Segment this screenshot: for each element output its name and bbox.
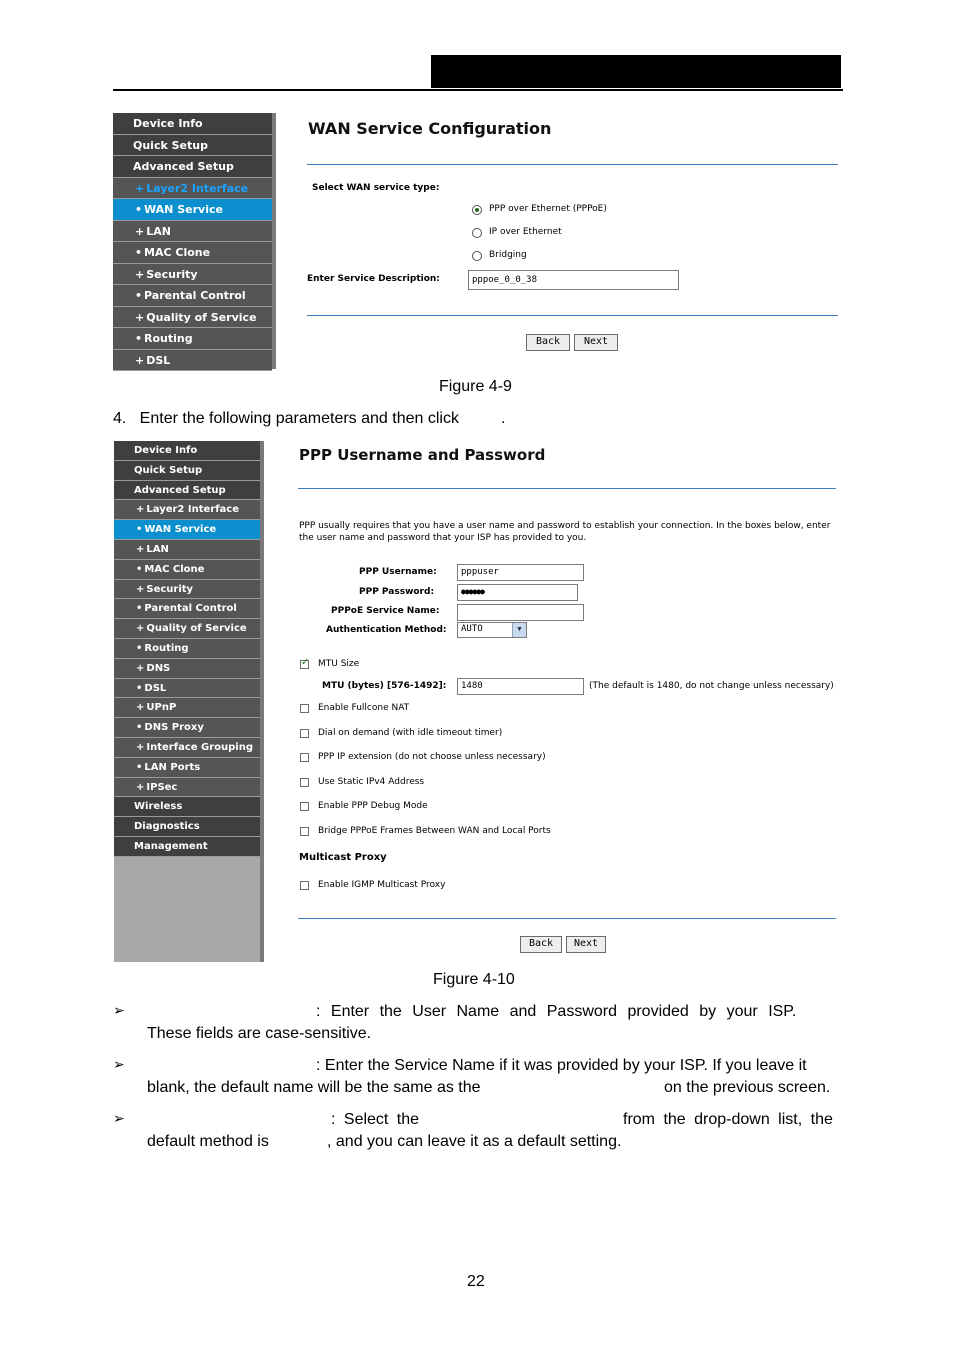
bullet-icon: + xyxy=(136,544,145,555)
intro-text: PPP usually requires that you have a user name and password to establish your connection. In the boxes below, enter xyxy=(299,521,831,531)
radio-ipoe[interactable] xyxy=(472,228,482,238)
chevron-down-icon: ▼ xyxy=(512,623,526,637)
sidebar-item-wan-service[interactable] xyxy=(114,520,260,540)
mtu-note: (The default is 1480, do not change unless necessary) xyxy=(589,681,834,691)
sidebar-item-label: MAC Clone xyxy=(144,563,205,575)
sidebar-item-label: LAN Ports xyxy=(144,761,201,773)
sidebar-item-interface-grouping[interactable] xyxy=(114,738,260,758)
bullet-icon: • xyxy=(135,332,143,345)
sidebar-item-lan[interactable] xyxy=(114,540,260,560)
bullet-text: , and you can leave it as a default setting. xyxy=(327,1133,622,1150)
service-description-label: Enter Service Description: xyxy=(307,274,440,284)
multicast-proxy-title: Multicast Proxy xyxy=(299,852,387,863)
bullet-icon: + xyxy=(136,504,145,516)
sidebar-item-dsl[interactable] xyxy=(114,679,260,699)
bullet-icon: + xyxy=(135,267,145,281)
bullet-icon: + xyxy=(135,181,145,195)
bullet-icon: + xyxy=(136,583,145,595)
option-label: IP over Ethernet xyxy=(489,227,562,237)
divider xyxy=(307,315,838,316)
sidebar-item-label: Quick Setup xyxy=(134,464,203,476)
sidebar-item-parental-control[interactable] xyxy=(114,599,260,619)
bullet-icon: + xyxy=(136,623,145,635)
bullet-icon: • xyxy=(136,603,143,615)
sidebar-item-label: Parental Control xyxy=(144,603,237,615)
bullet-icon: • xyxy=(136,722,143,734)
sidebar-item-label: Security xyxy=(146,583,194,595)
sidebar-divider xyxy=(260,441,264,962)
bullet-icon: + xyxy=(135,224,145,238)
sidebar-item-routing[interactable] xyxy=(113,328,272,350)
next-button[interactable]: Next xyxy=(566,936,606,953)
option-checkbox-label: Bridge PPPoE Frames Between WAN and Local Ports xyxy=(318,826,551,836)
divider xyxy=(307,164,838,165)
option-checkbox[interactable] xyxy=(300,753,309,762)
intro-text: the user name and password that your ISP has provided to you. xyxy=(299,533,587,543)
option-checkbox-label: PPP IP extension (do not choose unless necessary) xyxy=(318,752,546,763)
option-checkbox[interactable] xyxy=(300,778,309,787)
sidebar-item-label: UPnP xyxy=(146,702,177,714)
page-title: WAN Service Configuration xyxy=(308,119,552,138)
step-4-lead: 4. Enter the following parameters and then click xyxy=(113,410,459,427)
sidebar-item-label: WAN Service xyxy=(144,524,217,536)
sidebar xyxy=(113,113,272,369)
authentication-method-select[interactable] xyxy=(457,622,527,638)
sidebar-item-dns-proxy[interactable] xyxy=(114,718,260,738)
back-button[interactable]: Back xyxy=(526,334,570,351)
bullet-icon: + xyxy=(136,742,145,753)
bullet-icon: + xyxy=(136,662,145,674)
bullet-icon: • xyxy=(136,524,143,536)
sidebar-item-wireless[interactable] xyxy=(114,797,260,817)
sidebar-item-label: Interface Grouping xyxy=(146,742,254,753)
bullet-text: : Select the xyxy=(331,1111,420,1128)
sidebar-item-security[interactable] xyxy=(114,580,260,600)
bullet-icon: + xyxy=(135,310,145,324)
bullet-icon: + xyxy=(136,781,145,793)
sidebar-item-label: DNS Proxy xyxy=(144,722,204,734)
option-checkbox-label: Enable Fullcone NAT xyxy=(318,703,410,713)
igmp-proxy-label: Enable IGMP Multicast Proxy xyxy=(318,880,446,890)
bullet-text: on the previous screen. xyxy=(664,1079,831,1096)
radio-pppoe[interactable] xyxy=(472,205,482,215)
sidebar-item-label: Quality of Service xyxy=(146,310,257,324)
header-bar xyxy=(431,55,841,88)
bullet-text: blank, the default name will be the same as the xyxy=(147,1079,481,1096)
sidebar-item-label: Management xyxy=(134,841,208,852)
option-checkbox-label: Enable PPP Debug Mode xyxy=(318,801,428,812)
page-title: PPP Username and Password xyxy=(299,446,546,464)
bullet-icon: • xyxy=(136,761,143,773)
sidebar-item-quick-setup[interactable] xyxy=(113,135,272,157)
bullet-text: default method is xyxy=(147,1133,269,1150)
radio-bridging[interactable] xyxy=(472,251,482,261)
option-checkbox[interactable] xyxy=(300,704,309,713)
option-checkbox[interactable] xyxy=(300,827,309,836)
sidebar-item-label: Device Info xyxy=(133,117,203,130)
sidebar-item-label: Layer2 Interface xyxy=(146,504,240,516)
header-rule xyxy=(113,89,843,91)
sidebar-item-layer2-interface[interactable] xyxy=(114,500,260,520)
divider xyxy=(298,488,836,489)
sidebar-item-security[interactable] xyxy=(113,264,272,286)
ppp-password-label: PPP Password: xyxy=(359,587,435,597)
sidebar-item-ipsec[interactable] xyxy=(114,778,260,798)
sidebar-item-label: IPSec xyxy=(146,781,178,793)
sidebar-item-wan-service[interactable] xyxy=(113,199,272,221)
sidebar-item-label: Layer2 Interface xyxy=(146,181,249,195)
sidebar-item-parental-control[interactable] xyxy=(113,285,272,307)
option-checkbox[interactable] xyxy=(300,802,309,811)
option-checkbox-label: Dial on demand (with idle timeout timer) xyxy=(318,727,503,738)
bullet-text: from the drop-down list, the xyxy=(623,1111,833,1128)
option-label: Bridging xyxy=(489,250,527,260)
pppoe-service-name-input[interactable] xyxy=(457,604,584,621)
bullet-text: These fields are case-sensitive. xyxy=(147,1025,372,1042)
option-checkbox[interactable] xyxy=(300,729,309,738)
bullet-icon: • xyxy=(136,682,143,694)
step-4-end: . xyxy=(500,410,506,427)
bullet-arrow-icon: ➢ xyxy=(113,1111,125,1127)
igmp-proxy-checkbox[interactable] xyxy=(300,881,309,890)
sidebar-item-dns[interactable] xyxy=(114,659,260,679)
sidebar-item-label: Diagnostics xyxy=(134,821,200,833)
ppp-password-input[interactable]: ●●●●●● xyxy=(457,584,578,601)
sidebar-item-quick-setup[interactable] xyxy=(114,461,260,481)
sidebar-item-device-info[interactable] xyxy=(113,113,272,135)
sidebar-item-label: Quality of Service xyxy=(146,623,247,635)
bullet-icon: • xyxy=(136,643,143,654)
sidebar-item-label: Wireless xyxy=(134,801,183,813)
sidebar-item-label: Parental Control xyxy=(144,289,246,302)
next-button[interactable]: Next xyxy=(574,334,618,351)
sidebar-item-label: Quick Setup xyxy=(133,138,208,152)
sidebar-divider xyxy=(272,113,276,369)
ppp-username-label: PPP Username: xyxy=(359,567,437,577)
sidebar-item-device-info[interactable] xyxy=(114,441,260,461)
service-description-input[interactable]: pppoe_0_0_38 xyxy=(468,270,679,290)
sidebar-item-quality-of-service[interactable] xyxy=(113,307,272,329)
sidebar-item-dsl[interactable] xyxy=(113,350,272,372)
sidebar-item-management[interactable] xyxy=(114,837,260,857)
bullet-icon: • xyxy=(135,203,143,216)
authentication-method-value: AUTO xyxy=(461,624,483,634)
sidebar-item-routing[interactable] xyxy=(114,639,260,659)
sidebar-item-mac-clone[interactable] xyxy=(113,242,272,264)
mtu-size-label: MTU Size xyxy=(318,659,360,669)
sidebar xyxy=(114,441,260,962)
sidebar-item-label: Advanced Setup xyxy=(134,484,226,496)
bullet-icon: • xyxy=(136,563,143,575)
sidebar-item-quality-of-service[interactable] xyxy=(114,619,260,639)
sidebar-item-lan[interactable] xyxy=(113,221,272,243)
sidebar-item-label: MAC Clone xyxy=(144,246,211,259)
sidebar-item-layer2-interface[interactable] xyxy=(113,178,272,200)
sidebar-item-label: Device Info xyxy=(134,445,198,456)
sidebar-item-label: DNS xyxy=(146,662,171,674)
sidebar-item-label: WAN Service xyxy=(144,203,223,216)
figure-caption: Figure 4-10 xyxy=(433,971,515,988)
option-checkbox-label: Use Static IPv4 Address xyxy=(318,776,425,787)
sidebar-item-upnp[interactable] xyxy=(114,698,260,718)
sidebar-item-label: Security xyxy=(146,267,198,281)
figure-caption: Figure 4-9 xyxy=(439,378,512,395)
bullet-icon: + xyxy=(136,702,145,714)
sidebar-item-lan-ports[interactable] xyxy=(114,758,260,778)
mtu-size-checkbox[interactable] xyxy=(300,660,309,669)
bullet-icon: + xyxy=(135,353,145,367)
sidebar-item-advanced-setup[interactable] xyxy=(114,481,260,501)
bullet-arrow-icon: ➢ xyxy=(113,1057,125,1073)
sidebar-item-label: Advanced Setup xyxy=(133,160,234,173)
divider xyxy=(298,918,836,919)
sidebar-item-label: LAN xyxy=(146,544,169,555)
sidebar-item-advanced-setup[interactable] xyxy=(113,156,272,178)
sidebar-item-label: DSL xyxy=(146,353,171,367)
sidebar-item-label: LAN xyxy=(146,224,171,238)
pppoe-service-name-label: PPPoE Service Name: xyxy=(331,606,440,616)
bullet-arrow-icon: ➢ xyxy=(113,1003,125,1019)
sidebar-item-label: Routing xyxy=(144,643,189,654)
authentication-method-label: Authentication Method: xyxy=(326,625,447,635)
mtu-bytes-label: MTU (bytes) [576-1492]: xyxy=(322,681,447,691)
sidebar-item-label: DSL xyxy=(144,682,167,694)
bullet-icon: • xyxy=(135,246,143,259)
mtu-input[interactable]: 1480 xyxy=(457,678,584,695)
back-button[interactable]: Back xyxy=(520,936,562,953)
sidebar-item-diagnostics[interactable] xyxy=(114,817,260,837)
bullet-text: : Enter the User Name and Password provided by your ISP. xyxy=(316,1003,797,1020)
step-4-text xyxy=(113,410,505,428)
option-label: PPP over Ethernet (PPPoE) xyxy=(489,204,607,214)
figure-4-9-screenshot xyxy=(113,113,841,369)
select-service-label: Select WAN service type: xyxy=(312,183,440,193)
sidebar-item-mac-clone[interactable] xyxy=(114,560,260,580)
page-number: 22 xyxy=(467,1273,485,1290)
sidebar-item-label: Routing xyxy=(144,332,193,345)
bullet-icon: • xyxy=(135,289,143,302)
ppp-username-input[interactable]: pppuser xyxy=(457,564,584,581)
figure-4-10-screenshot xyxy=(114,441,841,962)
bullet-text: : Enter the Service Name if it was provided by your ISP. If you leave it xyxy=(316,1057,807,1074)
